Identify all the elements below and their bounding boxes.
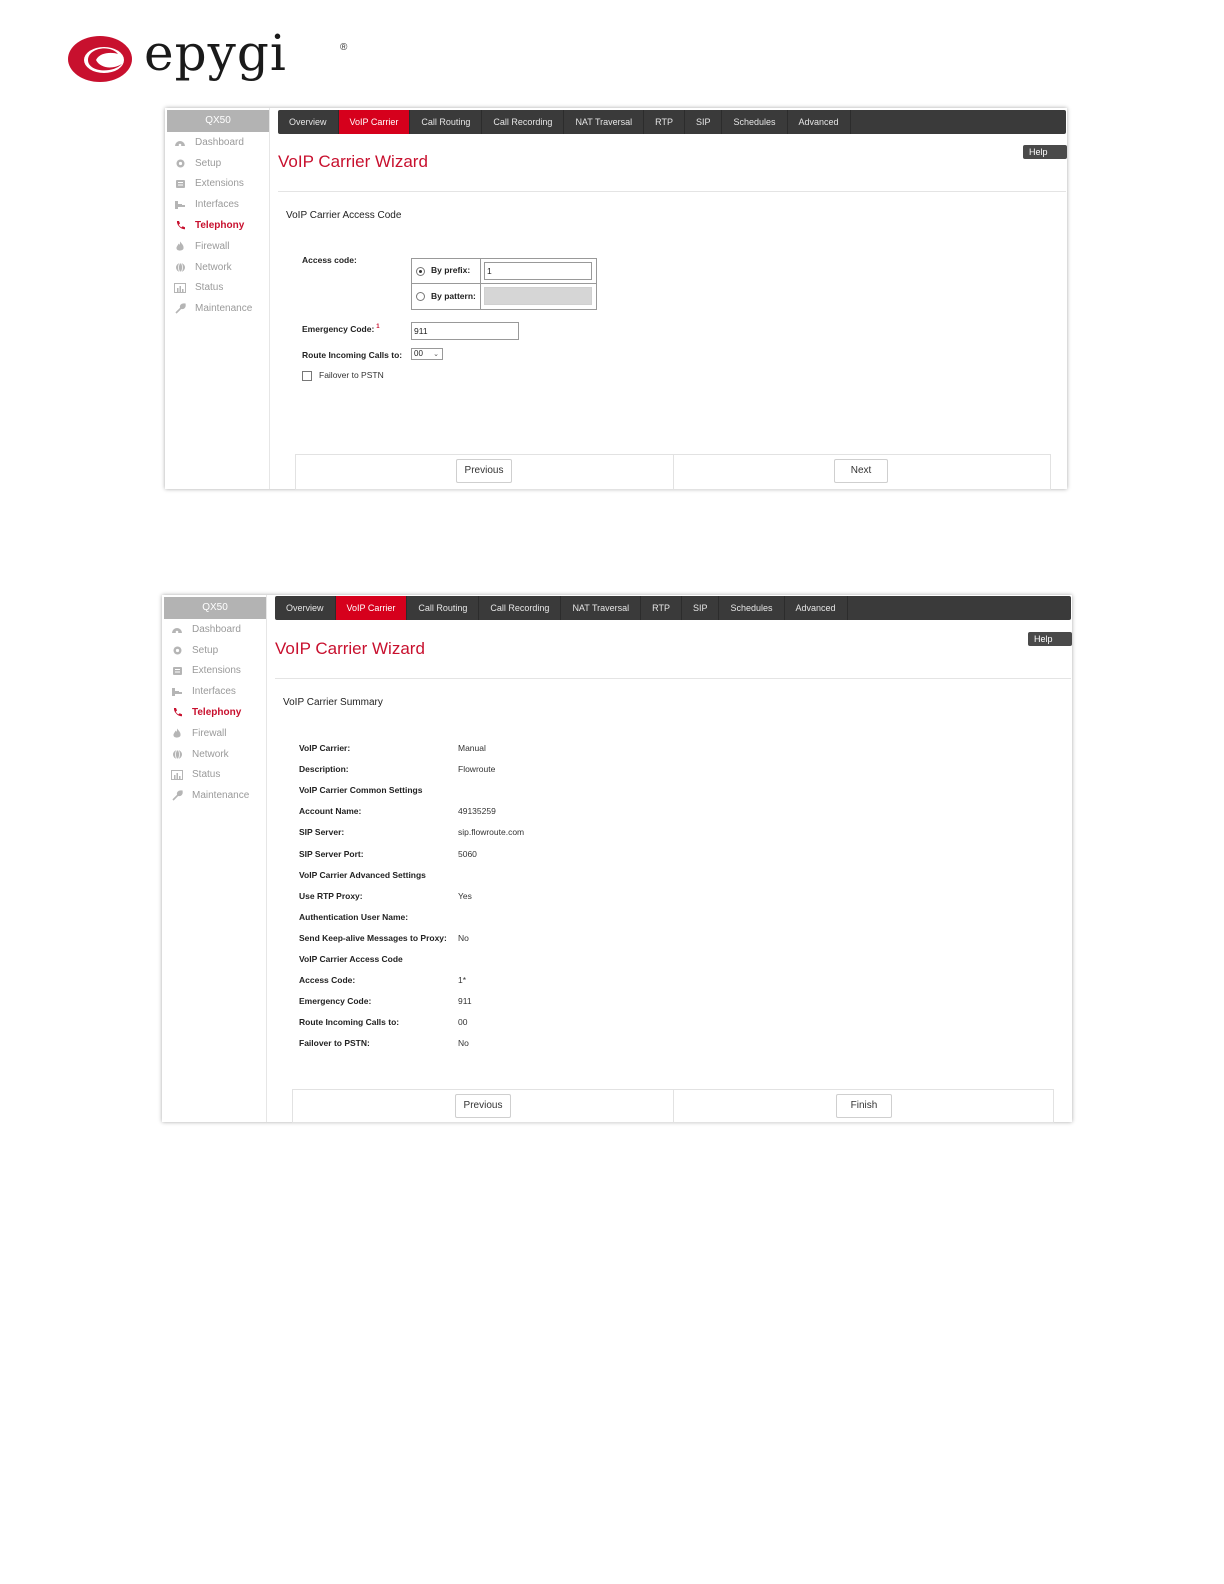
- sidebar-item-label: Status: [195, 282, 224, 294]
- sidebar-item-maintenance[interactable]: [162, 785, 266, 806]
- tab-voip-carrier[interactable]: VoIP Carrier: [339, 110, 411, 134]
- by-prefix-radio[interactable]: [416, 267, 425, 276]
- caret-down-icon: [1042, 652, 1048, 656]
- sidebar-item-dashboard[interactable]: [165, 132, 269, 153]
- summary-label: Route Incoming Calls to:: [299, 1017, 400, 1028]
- previous-button[interactable]: Previous: [455, 1094, 511, 1118]
- gear-icon: [173, 157, 187, 169]
- sidebar-item-label: Setup: [195, 157, 222, 169]
- interfaces-icon: [170, 686, 184, 698]
- summary-label: VoIP Carrier Advanced Settings: [299, 869, 426, 880]
- sidebar-item-label: Dashboard: [192, 623, 241, 635]
- sidebar-item-label: Interfaces: [192, 686, 236, 698]
- summary-label: Failover to PSTN:: [299, 1038, 370, 1049]
- summary-value: No: [458, 932, 469, 943]
- route-incoming-label: Route Incoming Calls to:: [302, 350, 403, 360]
- finish-button[interactable]: Finish: [836, 1094, 892, 1118]
- by-pattern-radio[interactable]: [416, 292, 425, 301]
- summary-value: 00: [458, 1017, 468, 1028]
- flame-icon: [173, 240, 187, 252]
- sidebar-item-label: Interfaces: [195, 199, 239, 211]
- title-divider: [278, 191, 1066, 192]
- phone-icon: [170, 707, 184, 719]
- wrench-icon: [170, 790, 184, 802]
- tab-nat-traversal[interactable]: NAT Traversal: [561, 596, 641, 620]
- sidebar-item-label: Network: [195, 261, 232, 273]
- help-label: Help: [1029, 147, 1048, 157]
- summary-value: Manual: [458, 743, 486, 753]
- extensions-icon: [170, 665, 184, 677]
- sidebar-item-firewall[interactable]: [162, 723, 266, 744]
- route-incoming-select[interactable]: [411, 348, 443, 360]
- by-prefix-label: By prefix:: [431, 265, 471, 275]
- access-code-options: [411, 258, 597, 310]
- sidebar-item-label: Status: [192, 769, 221, 781]
- sidebar-item-telephony[interactable]: [165, 215, 269, 236]
- emergency-code-footnote: 1: [376, 324, 380, 331]
- by-pattern-input[interactable]: [484, 287, 592, 305]
- by-pattern-label: By pattern:: [431, 291, 476, 301]
- summary-label: Account Name:: [299, 806, 362, 817]
- wizard-button-bar: [292, 1089, 1054, 1123]
- tab-advanced[interactable]: Advanced: [788, 110, 851, 134]
- sidebar-item-network[interactable]: [165, 257, 269, 278]
- summary-label: Use RTP Proxy:: [299, 890, 363, 901]
- tab-rtp[interactable]: RTP: [641, 596, 682, 620]
- brand-name: epygi: [144, 24, 287, 82]
- emergency-code-input[interactable]: 911: [411, 322, 519, 340]
- dashboard-icon: [170, 623, 184, 635]
- sidebar-item-maintenance[interactable]: [165, 298, 269, 319]
- tab-sip[interactable]: SIP: [682, 596, 720, 620]
- sidebar-item-setup[interactable]: [165, 153, 269, 174]
- tab-call-recording[interactable]: Call Recording: [482, 110, 564, 134]
- tab-call-routing[interactable]: Call Routing: [410, 110, 482, 134]
- failover-pstn-checkbox[interactable]: [302, 371, 312, 381]
- summary-label: Send Keep-alive Messages to Proxy:: [299, 932, 447, 943]
- summary-label: Description:: [299, 764, 349, 775]
- sidebar: [162, 595, 267, 1122]
- help-dropdown[interactable]: [1028, 632, 1072, 646]
- top-navigation: [275, 596, 1071, 620]
- chevron-down-icon: ⌄: [433, 351, 439, 358]
- summary-label: VoIP Carrier Access Code: [299, 954, 403, 964]
- page-title: VoIP Carrier Wizard: [275, 639, 425, 658]
- globe-icon: [173, 261, 187, 273]
- interfaces-icon: [173, 199, 187, 211]
- title-divider: [275, 678, 1071, 679]
- tab-call-routing[interactable]: Call Routing: [407, 596, 479, 620]
- sidebar-item-extensions[interactable]: [162, 661, 266, 682]
- epygi-logo-mark-icon: [66, 30, 136, 88]
- previous-button[interactable]: Previous: [456, 459, 512, 483]
- sidebar-item-extensions[interactable]: [165, 174, 269, 195]
- sidebar-item-interfaces[interactable]: [165, 194, 269, 215]
- sidebar-item-setup[interactable]: [162, 640, 266, 661]
- emergency-code-label: Emergency Code: $^1$: [302, 324, 380, 334]
- summary-label: Emergency Code:: [299, 996, 372, 1007]
- caret-down-icon: [1037, 165, 1043, 169]
- summary-label: SIP Server:: [299, 827, 345, 838]
- summary-value: 911: [458, 996, 472, 1007]
- sidebar-item-label: Telephony: [195, 220, 245, 232]
- sidebar-item-label: Extensions: [195, 178, 244, 190]
- route-incoming-value: 00: [414, 349, 423, 358]
- next-button[interactable]: Next: [834, 459, 888, 483]
- wizard-summary-screen: [162, 595, 1072, 1122]
- sidebar-item-label: Firewall: [195, 240, 230, 252]
- tab-call-recording[interactable]: Call Recording: [479, 596, 561, 620]
- flame-icon: [170, 727, 184, 739]
- tab-sip[interactable]: SIP: [685, 110, 723, 134]
- summary-value: 5060: [458, 848, 477, 859]
- by-prefix-input[interactable]: 1: [484, 262, 592, 280]
- tab-voip-carrier[interactable]: VoIP Carrier: [336, 596, 408, 620]
- failover-pstn-label: Failover to PSTN: [319, 370, 384, 380]
- tab-overview[interactable]: Overview: [278, 110, 339, 134]
- tab-nat-traversal[interactable]: NAT Traversal: [564, 110, 644, 134]
- section-title: VoIP Carrier Summary: [283, 697, 383, 708]
- sidebar-item-label: Telephony: [192, 707, 242, 719]
- registered-mark: ®: [340, 42, 348, 53]
- sidebar-item-interfaces[interactable]: [162, 681, 266, 702]
- wizard-button-bar: [295, 454, 1051, 490]
- dashboard-icon: [173, 136, 187, 148]
- sidebar: [165, 108, 270, 489]
- bar-chart-icon: [170, 769, 184, 781]
- help-label: Help: [1034, 634, 1053, 644]
- globe-icon: [170, 748, 184, 760]
- help-dropdown[interactable]: [1023, 145, 1067, 159]
- sidebar-item-telephony[interactable]: [162, 702, 266, 723]
- section-title: VoIP Carrier Access Code: [286, 210, 402, 221]
- tab-rtp[interactable]: RTP: [644, 110, 685, 134]
- summary-label: SIP Server Port:: [299, 848, 364, 859]
- sidebar-item-label: Extensions: [192, 665, 241, 677]
- summary-label: VoIP Carrier:: [299, 743, 351, 753]
- summary-value: 1*: [458, 975, 467, 986]
- tab-overview[interactable]: Overview: [275, 596, 336, 620]
- sidebar-item-label: Setup: [192, 644, 219, 656]
- tab-advanced[interactable]: Advanced: [785, 596, 848, 620]
- sidebar-item-label: Network: [192, 748, 229, 760]
- gear-icon: [170, 644, 184, 656]
- sidebar-item-label: Firewall: [192, 727, 227, 739]
- wrench-icon: [173, 303, 187, 315]
- access-code-label: Access code:: [302, 255, 357, 265]
- sidebar-item-status[interactable]: [162, 765, 266, 786]
- summary-value: Yes: [458, 890, 472, 901]
- extensions-icon: [173, 178, 187, 190]
- summary-value: Flowroute: [458, 764, 496, 775]
- sidebar-item-label: Maintenance: [192, 790, 250, 802]
- bar-chart-icon: [173, 282, 187, 294]
- summary-value: 49135259: [458, 806, 496, 817]
- sidebar-item-network[interactable]: [162, 744, 266, 765]
- tab-schedules[interactable]: Schedules: [722, 110, 787, 134]
- sidebar-item-label: Dashboard: [195, 136, 244, 148]
- sidebar-item-label: Maintenance: [195, 303, 253, 315]
- device-name: QX50: [167, 110, 269, 132]
- page-title: VoIP Carrier Wizard: [278, 152, 428, 171]
- sidebar-item-status[interactable]: [165, 278, 269, 299]
- sidebar-item-dashboard[interactable]: [162, 619, 266, 640]
- wizard-access-code-screen: [165, 108, 1067, 489]
- summary-label: VoIP Carrier Common Settings: [299, 785, 423, 796]
- sidebar-item-firewall[interactable]: [165, 236, 269, 257]
- top-navigation: [278, 110, 1066, 134]
- phone-icon: [173, 220, 187, 232]
- summary-label: Access Code:: [299, 975, 356, 986]
- summary-value: sip.flowroute.com: [458, 827, 525, 838]
- tab-schedules[interactable]: Schedules: [719, 596, 784, 620]
- summary-value: No: [458, 1038, 469, 1049]
- device-name: QX50: [164, 597, 266, 619]
- summary-label: Authentication User Name:: [299, 911, 409, 922]
